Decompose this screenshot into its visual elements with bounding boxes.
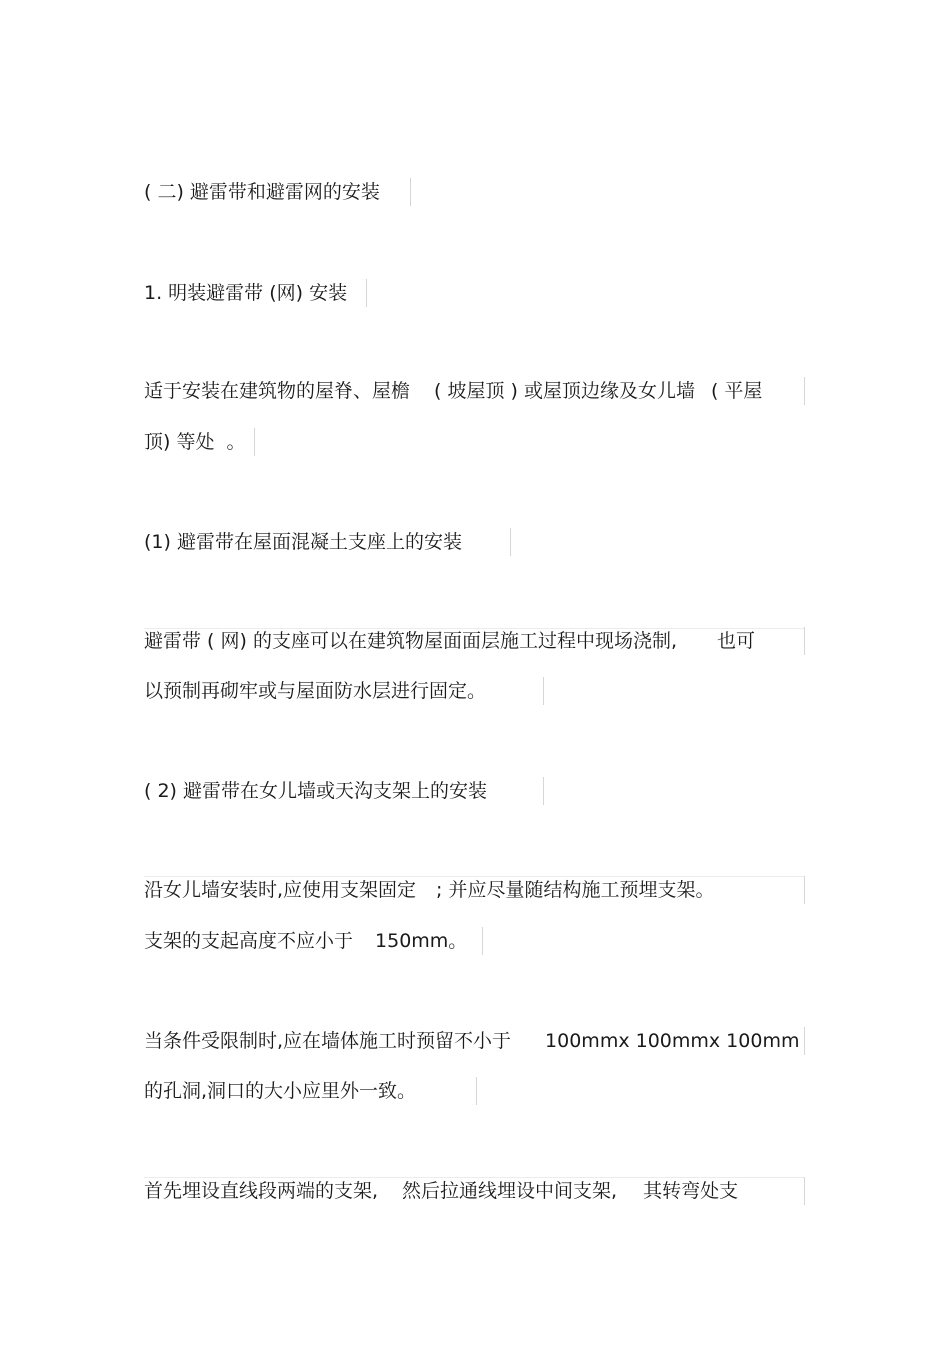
- paragraph-line: [144, 1079, 416, 1103]
- paragraph-line: [144, 929, 467, 953]
- paragraph-line: [144, 629, 755, 653]
- text-run: 。: [226, 431, 246, 453]
- text-rule: [476, 1077, 477, 1105]
- text-rule: [543, 777, 544, 805]
- text-run: 避雷带 ( 网) 的支座可以在建筑物屋面面层施工过程中现场浇制,: [144, 630, 677, 652]
- text-run: 支架的支起高度不应小于: [144, 930, 354, 952]
- paragraph-line: [144, 379, 762, 403]
- section-heading-text: ( 二) 避雷带和避雷网的安装: [144, 181, 380, 203]
- text-run: 适于安装在建筑物的屋脊、屋檐: [144, 380, 411, 402]
- paragraph-line: [144, 679, 486, 703]
- paragraph-line: [144, 1179, 738, 1203]
- text-rule: [804, 627, 805, 655]
- text-run: 也可: [717, 630, 756, 652]
- section-heading: [144, 180, 380, 204]
- list-item-text: (1) 避雷带在屋面混凝土支座上的安装: [144, 531, 462, 553]
- text-rule: [144, 876, 804, 877]
- text-rule: [804, 876, 805, 904]
- paragraph-line: [144, 878, 715, 902]
- text-run: 顶) 等处: [144, 431, 215, 453]
- text-run: 其转弯处支: [643, 1180, 739, 1202]
- text-rule: [804, 377, 805, 405]
- text-run: ; 并应尽量随结构施工预埋支架。: [436, 879, 715, 901]
- list-item-heading: [144, 779, 487, 803]
- text-rule: [543, 677, 544, 705]
- subsection-heading: [144, 281, 347, 305]
- paragraph-line: [144, 430, 245, 454]
- text-rule: [804, 1177, 805, 1205]
- text-run: 首先埋设直线段两端的支架,: [144, 1180, 379, 1202]
- text-run: 的孔洞,洞口的大小应里外一致。: [144, 1080, 417, 1102]
- text-run: 沿女儿墙安装时,应使用支架固定: [144, 879, 417, 901]
- text-run: 然后拉通线埋设中间支架,: [402, 1180, 618, 1202]
- text-run: 100mmx 100mmx 100mm: [545, 1030, 800, 1052]
- text-run: 150mm。: [375, 930, 468, 952]
- text-rule: [254, 428, 255, 456]
- text-run: 当条件受限制时,应在墙体施工时预留不小于: [144, 1030, 512, 1052]
- paragraph-line: [144, 1029, 799, 1053]
- list-item-text: ( 2) 避雷带在女儿墙或天沟支架上的安装: [144, 780, 487, 802]
- text-rule: [144, 1177, 804, 1178]
- text-rule: [510, 528, 511, 556]
- subsection-heading-text: 1. 明装避雷带 (网) 安装: [144, 282, 348, 304]
- list-item-heading: [144, 530, 462, 554]
- text-run: ( 坡屋顶 ) 或屋顶边缘及女儿墙: [434, 380, 695, 402]
- text-rule: [366, 279, 367, 307]
- text-run: 以预制再砌牢或与屋面防水层进行固定。: [144, 680, 487, 702]
- text-rule: [804, 1027, 805, 1055]
- text-rule: [482, 927, 483, 955]
- text-run: ( 平屋: [710, 380, 763, 402]
- text-rule: [410, 178, 411, 206]
